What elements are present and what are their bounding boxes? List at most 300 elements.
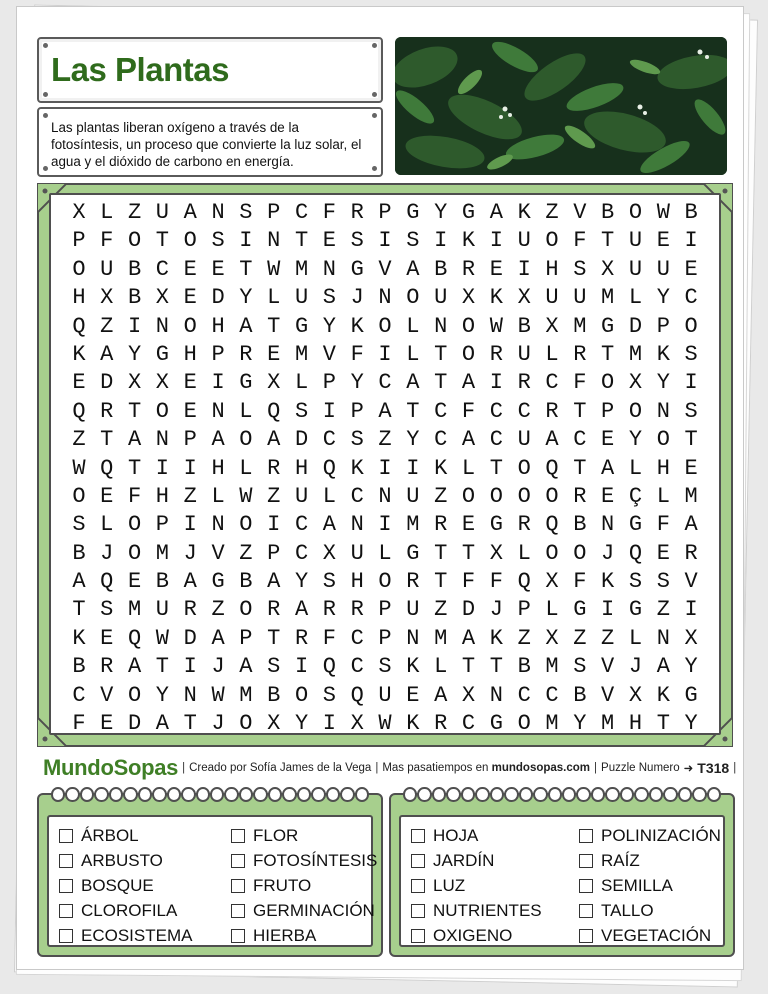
grid-letter[interactable]: I (211, 370, 225, 396)
grid-letter[interactable]: H (72, 285, 86, 311)
grid-letter[interactable]: Z (72, 427, 86, 453)
grid-letter[interactable]: A (267, 569, 281, 595)
grid-letter[interactable]: C (294, 200, 309, 225)
checkbox[interactable] (231, 829, 245, 843)
grid-letter[interactable]: O (239, 597, 253, 623)
grid-letter[interactable]: E (72, 370, 86, 396)
grid-letter[interactable]: L (545, 597, 559, 623)
grid-letter[interactable]: G (601, 313, 615, 339)
grid-letter[interactable]: X (601, 256, 615, 282)
grid-letter[interactable]: T (127, 398, 142, 424)
grid-letter[interactable]: A (127, 654, 142, 680)
grid-letter[interactable]: V (601, 682, 615, 708)
grid-letter[interactable]: F (100, 228, 114, 254)
grid-letter[interactable]: V (211, 540, 225, 566)
grid-letter[interactable]: C (294, 540, 309, 566)
grid-letter[interactable]: J (211, 654, 225, 680)
grid-letter[interactable]: C (350, 625, 364, 651)
grid-letter[interactable]: K (489, 625, 503, 651)
grid-letter[interactable]: P (378, 597, 392, 623)
grid-letter[interactable]: X (267, 370, 281, 396)
grid-letter[interactable]: T (127, 455, 142, 481)
grid-letter[interactable]: S (211, 228, 225, 254)
grid-letter[interactable]: P (211, 341, 225, 367)
grid-letter[interactable]: P (267, 200, 281, 225)
grid-letter[interactable]: L (378, 540, 392, 566)
grid-letter[interactable]: S (656, 569, 670, 595)
grid-letter[interactable]: S (239, 200, 253, 225)
checkbox[interactable] (59, 829, 73, 843)
grid-letter[interactable]: U (517, 228, 531, 254)
grid-letter[interactable]: L (211, 483, 225, 509)
grid-letter[interactable]: I (322, 711, 336, 737)
grid-letter[interactable]: B (573, 682, 587, 708)
grid-letter[interactable]: F (350, 341, 364, 367)
grid-letter[interactable]: T (684, 427, 698, 453)
grid-letter[interactable]: K (517, 200, 531, 225)
grid-letter[interactable]: U (378, 682, 392, 708)
grid-letter[interactable]: Y (684, 654, 698, 680)
grid-letter[interactable]: X (545, 625, 559, 651)
grid-letter[interactable]: H (545, 256, 559, 282)
grid-letter[interactable]: Y (434, 200, 448, 225)
grid-letter[interactable]: J (100, 540, 114, 566)
grid-letter[interactable]: S (684, 341, 698, 367)
grid-letter[interactable]: A (183, 569, 197, 595)
grid-letter[interactable]: Y (127, 341, 142, 367)
grid-letter[interactable]: X (628, 682, 643, 708)
grid-letter[interactable]: M (434, 625, 448, 651)
grid-letter[interactable]: N (489, 682, 503, 708)
grid-letter[interactable]: Z (434, 597, 448, 623)
grid-letter[interactable]: F (656, 512, 670, 538)
grid-letter[interactable]: T (461, 540, 476, 566)
word-item[interactable] (411, 873, 542, 898)
grid-letter[interactable]: X (267, 711, 281, 737)
grid-letter[interactable]: O (517, 483, 531, 509)
grid-letter[interactable]: R (100, 398, 114, 424)
grid-letter[interactable]: K (350, 455, 364, 481)
grid-letter[interactable]: I (489, 370, 503, 396)
grid-letter[interactable]: P (322, 370, 336, 396)
grid-letter[interactable]: O (461, 341, 476, 367)
grid-letter[interactable]: O (545, 228, 559, 254)
grid-letter[interactable]: L (545, 341, 559, 367)
grid-letter[interactable]: L (628, 625, 643, 651)
grid-letter[interactable]: O (461, 483, 476, 509)
grid-letter[interactable]: O (239, 512, 253, 538)
grid-letter[interactable]: Z (267, 483, 281, 509)
grid-letter[interactable]: B (601, 200, 615, 225)
word-item[interactable] (231, 923, 377, 948)
grid-letter[interactable]: I (684, 228, 698, 254)
grid-letter[interactable]: Y (350, 370, 364, 396)
grid-letter[interactable]: W (211, 682, 225, 708)
grid-letter[interactable]: O (545, 540, 559, 566)
grid-letter[interactable]: O (656, 427, 670, 453)
grid-letter[interactable]: I (406, 455, 420, 481)
grid-letter[interactable]: Z (573, 625, 587, 651)
checkbox[interactable] (579, 829, 593, 843)
grid-letter[interactable]: Y (239, 285, 253, 311)
grid-letter[interactable]: V (573, 200, 587, 225)
checkbox[interactable] (411, 929, 425, 943)
grid-letter[interactable]: A (322, 512, 336, 538)
grid-letter[interactable]: M (573, 313, 587, 339)
grid-letter[interactable]: R (517, 512, 531, 538)
grid-letter[interactable]: A (294, 597, 309, 623)
grid-letter[interactable]: X (155, 370, 169, 396)
grid-letter[interactable]: S (322, 569, 336, 595)
checkbox[interactable] (59, 879, 73, 893)
grid-letter[interactable]: D (100, 370, 114, 396)
grid-letter[interactable]: T (155, 654, 169, 680)
grid-letter[interactable]: X (350, 711, 364, 737)
grid-letter[interactable]: T (267, 625, 281, 651)
grid-letter[interactable]: K (656, 341, 670, 367)
grid-letter[interactable]: S (378, 654, 392, 680)
grid-letter[interactable]: A (239, 313, 253, 339)
grid-letter[interactable]: F (322, 200, 336, 225)
grid-letter[interactable]: C (350, 483, 364, 509)
checkbox[interactable] (579, 854, 593, 868)
grid-letter[interactable]: P (183, 427, 197, 453)
grid-letter[interactable]: G (406, 540, 420, 566)
grid-letter[interactable]: O (378, 313, 392, 339)
grid-letter[interactable]: C (434, 398, 448, 424)
grid-letter[interactable]: Q (322, 654, 336, 680)
grid-letter[interactable]: T (601, 228, 615, 254)
grid-letter[interactable]: L (628, 455, 643, 481)
grid-letter[interactable]: G (406, 200, 420, 225)
word-item[interactable] (59, 898, 192, 923)
grid-letter[interactable]: F (573, 370, 587, 396)
grid-letter[interactable]: K (434, 455, 448, 481)
grid-letter[interactable]: Y (684, 711, 698, 737)
grid-letter[interactable]: O (155, 398, 169, 424)
grid-letter[interactable]: B (239, 569, 253, 595)
grid-letter[interactable]: K (461, 228, 476, 254)
grid-letter[interactable]: P (267, 540, 281, 566)
grid-letter[interactable]: T (267, 313, 281, 339)
grid-letter[interactable]: N (350, 512, 364, 538)
grid-letter[interactable]: Z (100, 313, 114, 339)
grid-letter[interactable]: Q (628, 540, 643, 566)
grid-letter[interactable]: E (489, 256, 503, 282)
grid-letter[interactable]: R (434, 711, 448, 737)
grid-letter[interactable]: T (155, 228, 169, 254)
grid-letter[interactable]: I (601, 597, 615, 623)
grid-letter[interactable]: J (489, 597, 503, 623)
grid-letter[interactable]: U (294, 285, 309, 311)
grid-letter[interactable]: L (628, 285, 643, 311)
grid-letter[interactable]: Q (100, 455, 114, 481)
grid-letter[interactable]: T (406, 398, 420, 424)
grid-letter[interactable]: G (628, 512, 643, 538)
grid-letter[interactable]: R (322, 597, 336, 623)
grid-letter[interactable]: R (267, 455, 281, 481)
grid-letter[interactable]: O (378, 569, 392, 595)
grid-letter[interactable]: C (489, 398, 503, 424)
grid-letter[interactable]: R (573, 483, 587, 509)
grid-letter[interactable]: F (461, 398, 476, 424)
grid-letter[interactable]: Y (294, 711, 309, 737)
grid-letter[interactable]: T (434, 370, 448, 396)
grid-letter[interactable]: C (294, 512, 309, 538)
grid-letter[interactable]: T (573, 398, 587, 424)
grid-letter[interactable]: T (489, 654, 503, 680)
grid-letter[interactable]: C (489, 427, 503, 453)
grid-letter[interactable]: C (378, 370, 392, 396)
grid-letter[interactable]: O (239, 711, 253, 737)
grid-letter[interactable]: E (127, 569, 142, 595)
grid-letter[interactable]: L (461, 455, 476, 481)
grid-letter[interactable]: Y (628, 427, 643, 453)
grid-letter[interactable]: G (211, 569, 225, 595)
grid-letter[interactable]: U (350, 540, 364, 566)
grid-letter[interactable]: Z (127, 200, 142, 225)
grid-letter[interactable]: Q (127, 625, 142, 651)
grid-letter[interactable]: O (72, 483, 86, 509)
grid-letter[interactable]: E (322, 228, 336, 254)
grid-letter[interactable]: Q (322, 455, 336, 481)
grid-letter[interactable]: S (350, 427, 364, 453)
checkbox[interactable] (411, 904, 425, 918)
grid-letter[interactable]: T (294, 228, 309, 254)
grid-letter[interactable]: O (294, 682, 309, 708)
grid-letter[interactable]: O (517, 711, 531, 737)
grid-letter[interactable]: Q (545, 512, 559, 538)
grid-letter[interactable]: H (183, 341, 197, 367)
grid-letter[interactable]: H (628, 711, 643, 737)
grid-letter[interactable]: X (461, 285, 476, 311)
grid-letter[interactable]: W (72, 455, 86, 481)
grid-letter[interactable]: I (378, 341, 392, 367)
grid-letter[interactable]: O (628, 200, 643, 225)
grid-letter[interactable]: E (601, 427, 615, 453)
grid-letter[interactable]: N (211, 200, 225, 225)
grid-letter[interactable]: U (406, 483, 420, 509)
grid-letter[interactable]: F (573, 569, 587, 595)
grid-letter[interactable]: M (545, 711, 559, 737)
grid-letter[interactable]: X (322, 540, 336, 566)
grid-letter[interactable]: C (517, 682, 531, 708)
grid-letter[interactable]: R (100, 654, 114, 680)
grid-letter[interactable]: K (406, 711, 420, 737)
grid-letter[interactable]: M (545, 654, 559, 680)
grid-letter[interactable]: O (239, 427, 253, 453)
grid-letter[interactable]: B (155, 569, 169, 595)
grid-letter[interactable]: C (684, 285, 698, 311)
grid-letter[interactable]: M (628, 341, 643, 367)
grid-letter[interactable]: N (656, 625, 670, 651)
grid-letter[interactable]: O (72, 256, 86, 282)
grid-letter[interactable]: E (100, 625, 114, 651)
grid-letter[interactable]: I (183, 654, 197, 680)
grid-letter[interactable]: O (127, 682, 142, 708)
grid-letter[interactable]: U (573, 285, 587, 311)
grid-letter[interactable]: L (322, 483, 336, 509)
grid-letter[interactable]: U (155, 200, 169, 225)
grid-letter[interactable]: J (628, 654, 643, 680)
grid-letter[interactable]: O (489, 483, 503, 509)
grid-letter[interactable]: A (461, 625, 476, 651)
grid-letter[interactable]: Z (601, 625, 615, 651)
word-item[interactable] (411, 848, 542, 873)
grid-letter[interactable]: V (684, 569, 698, 595)
grid-letter[interactable]: V (100, 682, 114, 708)
grid-letter[interactable]: B (573, 512, 587, 538)
grid-letter[interactable]: Z (211, 597, 225, 623)
grid-letter[interactable]: C (72, 682, 86, 708)
checkbox[interactable] (411, 854, 425, 868)
grid-letter[interactable]: O (517, 455, 531, 481)
grid-letter[interactable]: G (239, 370, 253, 396)
grid-letter[interactable]: B (127, 285, 142, 311)
grid-letter[interactable]: P (378, 200, 392, 225)
grid-letter[interactable]: T (183, 711, 197, 737)
grid-letter[interactable]: T (656, 711, 670, 737)
grid-letter[interactable]: S (267, 654, 281, 680)
grid-letter[interactable]: L (239, 455, 253, 481)
grid-letter[interactable]: I (155, 455, 169, 481)
grid-letter[interactable]: C (545, 682, 559, 708)
grid-letter[interactable]: U (628, 256, 643, 282)
grid-letter[interactable]: F (322, 625, 336, 651)
checkbox[interactable] (411, 829, 425, 843)
grid-letter[interactable]: U (155, 597, 169, 623)
grid-letter[interactable]: X (628, 370, 643, 396)
grid-letter[interactable]: U (656, 256, 670, 282)
grid-letter[interactable]: A (545, 427, 559, 453)
grid-letter[interactable]: L (434, 654, 448, 680)
grid-letter[interactable]: L (100, 200, 114, 225)
word-item[interactable] (411, 923, 542, 948)
grid-letter[interactable]: L (406, 313, 420, 339)
grid-letter[interactable]: U (434, 285, 448, 311)
grid-letter[interactable]: S (322, 682, 336, 708)
grid-letter[interactable]: S (406, 228, 420, 254)
grid-letter[interactable]: X (127, 370, 142, 396)
grid-letter[interactable]: S (628, 569, 643, 595)
checkbox[interactable] (231, 929, 245, 943)
word-item[interactable] (411, 823, 542, 848)
grid-letter[interactable]: B (267, 682, 281, 708)
grid-letter[interactable]: I (322, 398, 336, 424)
grid-letter[interactable]: O (127, 540, 142, 566)
grid-letter[interactable]: C (155, 256, 169, 282)
grid-letter[interactable]: X (155, 285, 169, 311)
grid-letter[interactable]: P (378, 625, 392, 651)
grid-letter[interactable]: D (183, 625, 197, 651)
grid-letter[interactable]: A (211, 625, 225, 651)
grid-letter[interactable]: F (573, 228, 587, 254)
grid-letter[interactable]: M (294, 341, 309, 367)
word-item[interactable] (579, 873, 721, 898)
grid-letter[interactable]: X (72, 200, 86, 225)
grid-letter[interactable]: T (239, 256, 253, 282)
grid-letter[interactable]: R (545, 398, 559, 424)
grid-letter[interactable]: N (656, 398, 670, 424)
grid-letter[interactable]: M (239, 682, 253, 708)
grid-letter[interactable]: E (183, 256, 197, 282)
grid-letter[interactable]: S (100, 597, 114, 623)
grid-letter[interactable]: X (100, 285, 114, 311)
checkbox[interactable] (59, 854, 73, 868)
grid-letter[interactable]: Q (350, 682, 364, 708)
grid-letter[interactable]: A (183, 200, 197, 225)
grid-letter[interactable]: O (684, 313, 698, 339)
grid-letter[interactable]: N (322, 256, 336, 282)
grid-letter[interactable]: G (155, 341, 169, 367)
grid-letter[interactable]: N (601, 512, 615, 538)
grid-letter[interactable]: I (684, 370, 698, 396)
grid-letter[interactable]: B (72, 540, 86, 566)
word-item[interactable] (231, 823, 377, 848)
checkbox[interactable] (579, 904, 593, 918)
grid-letter[interactable]: E (656, 540, 670, 566)
grid-letter[interactable]: F (127, 483, 142, 509)
grid-letter[interactable]: B (517, 654, 531, 680)
checkbox[interactable] (59, 904, 73, 918)
grid-letter[interactable]: S (573, 256, 587, 282)
grid-letter[interactable]: J (183, 540, 197, 566)
grid-letter[interactable]: A (656, 654, 670, 680)
grid-letter[interactable]: B (72, 654, 86, 680)
grid-letter[interactable]: N (155, 313, 169, 339)
grid-letter[interactable]: A (601, 455, 615, 481)
grid-letter[interactable]: I (517, 256, 531, 282)
grid-letter[interactable]: N (211, 512, 225, 538)
grid-letter[interactable]: O (183, 228, 197, 254)
grid-letter[interactable]: E (183, 398, 197, 424)
grid-letter[interactable]: J (211, 711, 225, 737)
grid-letter[interactable]: L (294, 370, 309, 396)
grid-letter[interactable]: M (406, 512, 420, 538)
grid-letter[interactable]: Z (378, 427, 392, 453)
grid-letter[interactable]: P (155, 512, 169, 538)
grid-letter[interactable]: O (573, 540, 587, 566)
word-item[interactable] (231, 898, 377, 923)
grid-letter[interactable]: D (461, 597, 476, 623)
grid-letter[interactable]: I (183, 512, 197, 538)
word-item[interactable] (231, 873, 377, 898)
grid-letter[interactable]: G (684, 682, 698, 708)
grid-letter[interactable]: C (322, 427, 336, 453)
checkbox[interactable] (59, 929, 73, 943)
grid-letter[interactable]: O (406, 285, 420, 311)
grid-letter[interactable]: E (684, 256, 698, 282)
grid-letter[interactable]: K (601, 569, 615, 595)
grid-letter[interactable]: D (294, 427, 309, 453)
word-item[interactable] (59, 848, 192, 873)
grid-letter[interactable]: S (322, 285, 336, 311)
grid-letter[interactable]: E (267, 341, 281, 367)
grid-letter[interactable]: U (517, 427, 531, 453)
grid-letter[interactable]: Z (656, 597, 670, 623)
grid-letter[interactable]: S (72, 512, 86, 538)
grid-letter[interactable]: R (350, 597, 364, 623)
grid-letter[interactable]: T (461, 654, 476, 680)
word-item[interactable] (59, 923, 192, 948)
grid-letter[interactable]: S (684, 398, 698, 424)
grid-letter[interactable]: B (434, 256, 448, 282)
grid-letter[interactable]: D (211, 285, 225, 311)
grid-letter[interactable]: C (517, 398, 531, 424)
grid-letter[interactable]: I (183, 455, 197, 481)
grid-letter[interactable]: U (545, 285, 559, 311)
grid-letter[interactable]: O (127, 228, 142, 254)
